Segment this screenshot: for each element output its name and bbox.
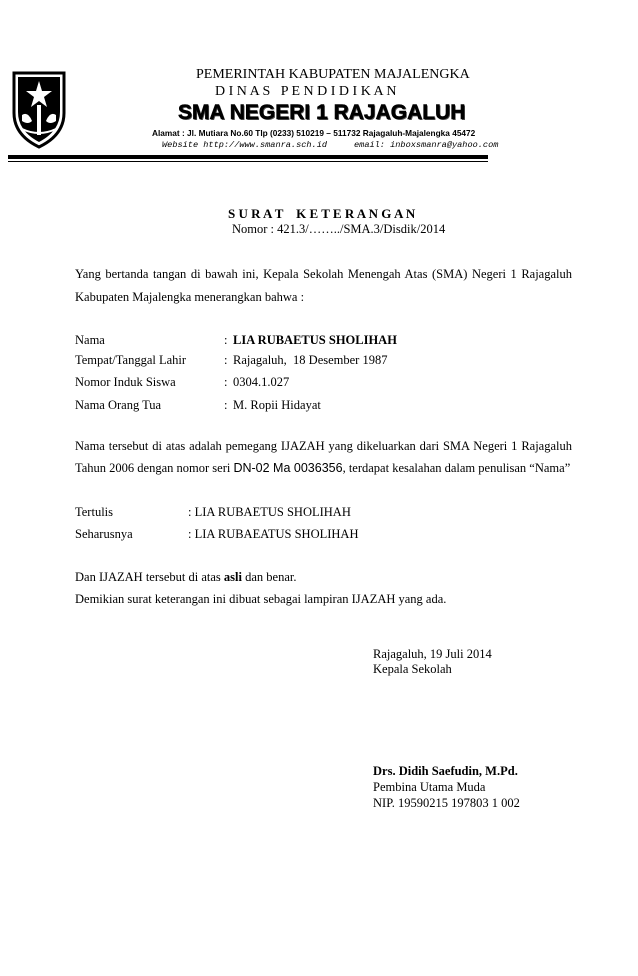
birth-value: Rajagaluh, 18 Desember 1987 (233, 353, 388, 367)
explanation-line-2-end: , terdapat kesalahan dalam penulisan “Nama” (342, 461, 571, 475)
closing-authentic-word: asli (223, 570, 242, 584)
parent-sep: : (224, 398, 228, 412)
student-name-value: LIA RUBAETUS SHOLIHAH (233, 333, 397, 347)
header-website: Website http://www.smanra.sch.id (162, 140, 328, 150)
student-id-value: 0304.1.027 (233, 375, 290, 389)
header-school-name: SMA NEGERI 1 RAJAGALUH (178, 101, 466, 124)
header-department-line: D I N A S P E N D I D I K A N (215, 84, 397, 99)
signature-place-date: Rajagaluh, 19 Juli 2014 (373, 647, 492, 661)
closing-line-1-end: dan benar. (241, 570, 297, 584)
birth-label: Tempat/Tanggal Lahir (75, 353, 187, 367)
explanation-line-2 (75, 461, 570, 476)
header-address: Alamat : Jl. Mutiara No.60 Tlp (0233) 510219 – 511732 Rajagaluh-Majalengka 45472 (152, 128, 476, 138)
should-be-label: Seharusnya (75, 527, 133, 541)
should-be-value: : LIA RUBAEATUS SHOLIHAH (188, 527, 359, 541)
signature-nip: NIP. 19590215 197803 1 002 (373, 796, 520, 810)
parent-label: Nama Orang Tua (75, 398, 162, 412)
diploma-serial-number: DN-02 Ma 0036356 (233, 461, 343, 475)
signature-rank: Pembina Utama Muda (373, 780, 486, 794)
student-name-label: Nama (75, 333, 105, 347)
closing-line-1 (75, 570, 296, 585)
explanation-line-2-start: Tahun 2006 dengan nomor seri (75, 461, 234, 475)
letterhead-rule-thin (8, 161, 488, 162)
parent-value: M. Ropii Hidayat (233, 398, 321, 412)
explanation-line-1: Nama tersebut di atas adalah pemegang IJAZAH yang dikeluarkan dari SMA Negeri 1 Rajagaluh (75, 439, 572, 453)
letterhead-rule-thick (8, 155, 488, 159)
student-id-label: Nomor Induk Siswa (75, 375, 176, 389)
written-value: : LIA RUBAETUS SHOLIHAH (188, 505, 351, 519)
letter-title: S U R A T K E T E R A N G A N (228, 206, 416, 221)
regency-emblem-icon (8, 65, 70, 149)
written-label: Tertulis (75, 505, 114, 519)
birth-sep: : (224, 353, 228, 367)
closing-line-2: Demikian surat keterangan ini dibuat sebagai lampiran IJAZAH yang ada. (75, 592, 447, 606)
student-name-sep: : (224, 333, 228, 347)
header-email: email: inboxsmanra@yahoo.com (354, 140, 499, 150)
intro-line-2: Kabupaten Majalengka menerangkan bahwa : (75, 290, 305, 304)
closing-line-1-start: Dan IJAZAH tersebut di atas (75, 570, 224, 584)
header-government-line: PEMERINTAH KABUPATEN MAJALENGKA (196, 67, 470, 82)
letter-number: Nomor : 421.3/……../SMA.3/Disdik/2014 (232, 222, 446, 236)
signature-name: Drs. Didih Saefudin, M.Pd. (373, 764, 518, 778)
intro-line-1: Yang bertanda tangan di bawah ini, Kepala Sekolah Menengah Atas (SMA) Negeri 1 Rajagaluh (75, 267, 572, 281)
signature-position: Kepala Sekolah (373, 662, 452, 676)
student-id-sep: : (224, 375, 228, 389)
